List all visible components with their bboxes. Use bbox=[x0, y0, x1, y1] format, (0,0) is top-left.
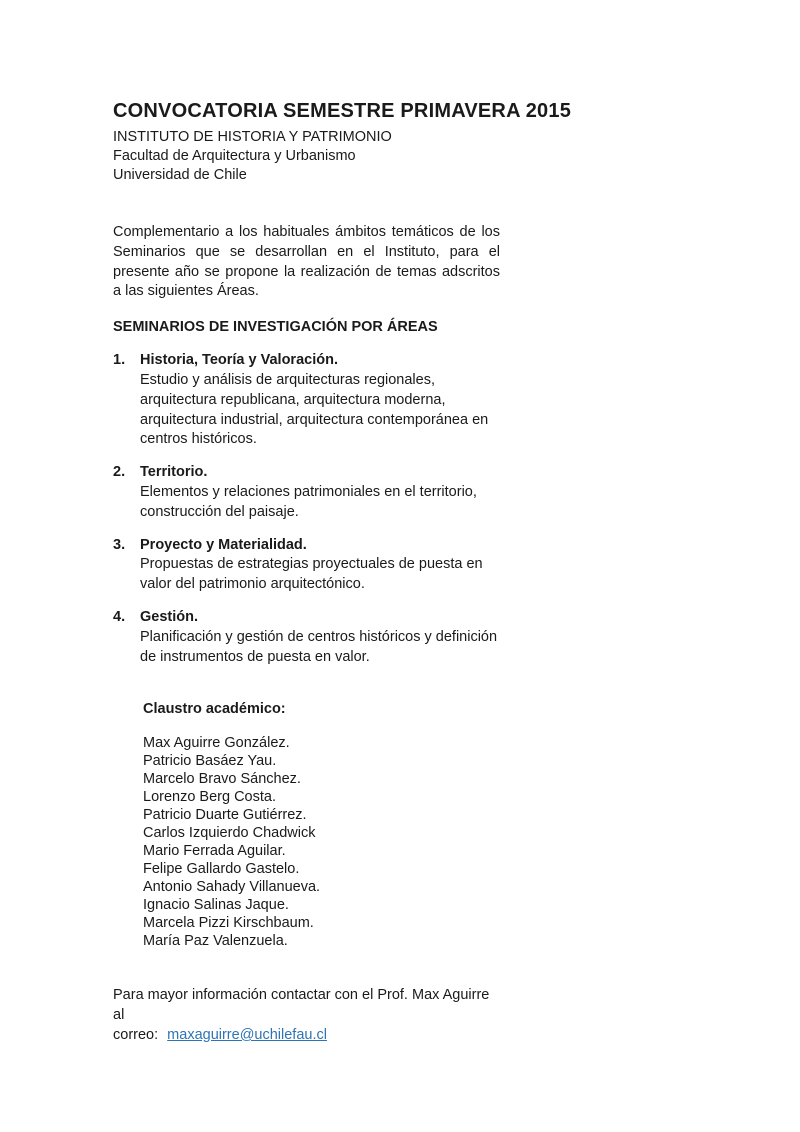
area-number: 4. bbox=[113, 608, 126, 625]
faculty-members-list bbox=[143, 734, 500, 950]
document-subtitle-block bbox=[113, 128, 500, 185]
area-description: Propuestas de estrategias proyectuales de puesta en valor del patrimonio arquitectónico. bbox=[140, 556, 483, 593]
list-item: Lorenzo Berg Costa. bbox=[143, 789, 276, 806]
faculty-section bbox=[143, 701, 500, 950]
email-link[interactable]: maxaguirre@uchilefau.cl bbox=[167, 1026, 327, 1043]
list-item: Marcelo Bravo Sánchez. bbox=[143, 771, 301, 788]
list-item bbox=[113, 351, 500, 450]
area-description: Elementos y relaciones patrimoniales en el territorio, construcción del paisaje. bbox=[140, 483, 477, 520]
contact-line2-prefix: correo: bbox=[113, 1026, 163, 1043]
faculty-heading: Claustro académico: bbox=[143, 701, 286, 718]
faculty-name: Facultad de Arquitectura y Urbanismo bbox=[113, 148, 356, 164]
area-title: Territorio. bbox=[140, 464, 208, 481]
list-item: Carlos Izquierdo Chadwick bbox=[143, 825, 316, 842]
list-item: Max Aguirre González. bbox=[143, 735, 290, 752]
list-item bbox=[113, 608, 500, 667]
institute-name: INSTITUTO DE HISTORIA Y PATRIMONIO bbox=[113, 129, 392, 145]
university-name: Universidad de Chile bbox=[113, 167, 247, 183]
list-item: María Paz Valenzuela. bbox=[143, 933, 288, 950]
list-item: Mario Ferrada Aguilar. bbox=[143, 843, 286, 860]
areas-list bbox=[113, 351, 500, 667]
list-item bbox=[113, 463, 500, 522]
area-number: 1. bbox=[113, 352, 126, 369]
area-description: Estudio y análisis de arquitecturas regionales, arquitectura republicana, arquitectura moderna, arquitectura industrial, arquitectura contemporánea en centros históricos. bbox=[140, 371, 489, 448]
area-title: Historia, Teoría y Valoración. bbox=[140, 352, 338, 369]
list-item: Felipe Gallardo Gastelo. bbox=[143, 861, 300, 878]
list-item: Marcela Pizzi Kirschbaum. bbox=[143, 915, 314, 932]
intro-paragraph: Complementario a los habituales ámbitos temáticos de los Seminarios que se desarrollan en el Instituto, para el presente año se propone la realización de temas adscritos a las siguientes Áreas. bbox=[113, 224, 500, 300]
section-heading: SEMINARIOS DE INVESTIGACIÓN POR ÁREAS bbox=[113, 319, 438, 336]
list-item: Ignacio Salinas Jaque. bbox=[143, 897, 289, 914]
list-item: Antonio Sahady Villanueva. bbox=[143, 879, 321, 896]
contact-info bbox=[113, 986, 500, 1045]
area-title: Proyecto y Materialidad. bbox=[140, 536, 307, 553]
document-title: CONVOCATORIA SEMESTRE PRIMAVERA 2015 bbox=[113, 100, 572, 122]
area-title: Gestión. bbox=[140, 608, 199, 625]
contact-line1: Para mayor información contactar con el Prof. Max Aguirre al bbox=[113, 987, 490, 1024]
list-item: Patricio Duarte Gutiérrez. bbox=[143, 807, 307, 824]
list-item: Patricio Basáez Yau. bbox=[143, 753, 277, 770]
list-item bbox=[113, 536, 500, 595]
area-number: 3. bbox=[113, 536, 126, 553]
area-description: Planificación y gestión de centros históricos y definición de instrumentos de puesta en valor. bbox=[140, 628, 498, 665]
area-number: 2. bbox=[113, 464, 126, 481]
